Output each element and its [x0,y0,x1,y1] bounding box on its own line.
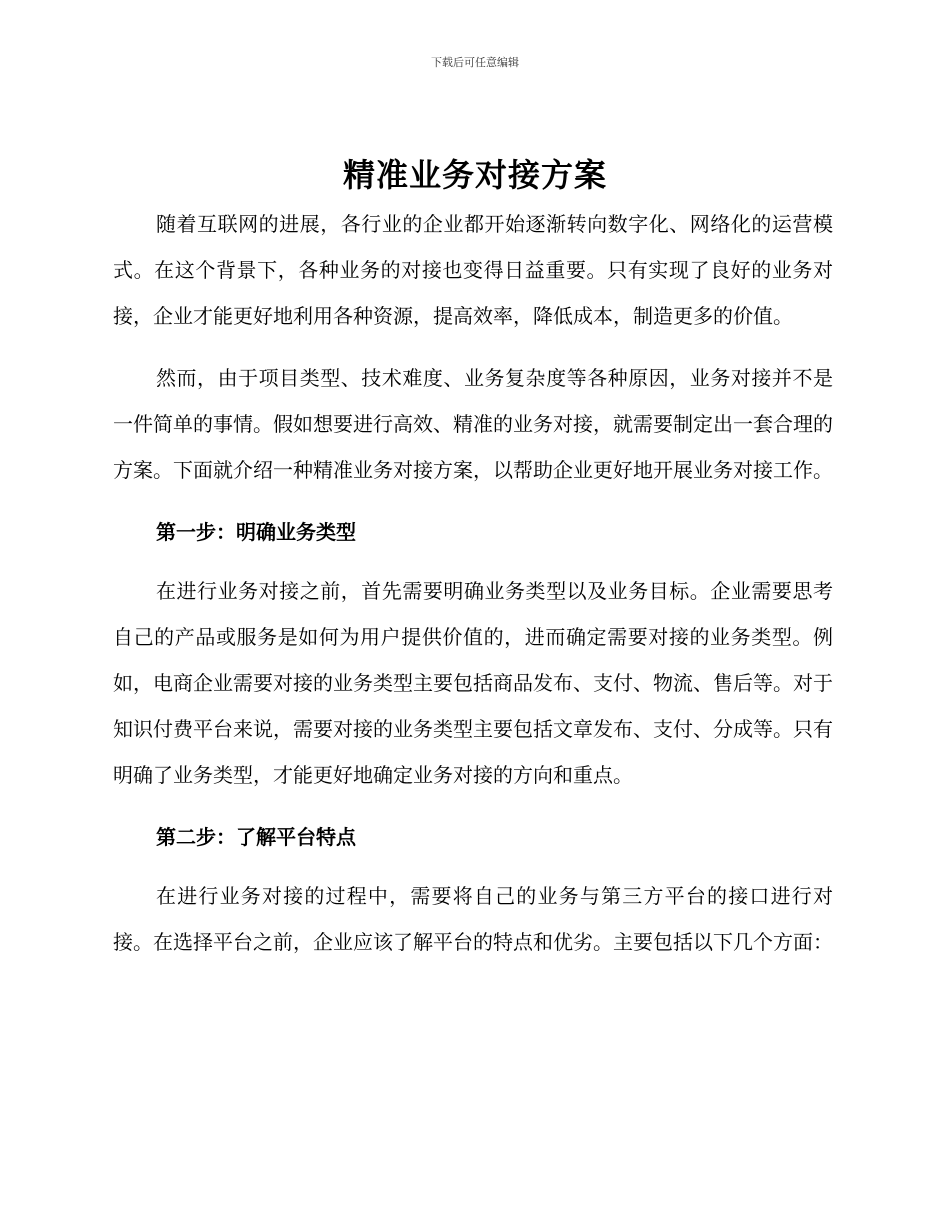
paragraph-step2: 在进行业务对接的过程中，需要将自己的业务与第三方平台的接口进行对接。在选择平台之前，企业应该了解平台的特点和优劣。主要包括以下几个方面： [113,884,833,954]
paragraph-step1: 在进行业务对接之前，首先需要明确业务类型以及业务目标。企业需要思考自己的产品或服务是如何为用户提供价值的，进而确定需要对接的业务类型。例如，电商企业需要对接的业务类型主要包括商品发布、支付、物流、售后等。对于知识付费平台来说，需要对接的业务类型主要包括文章发布、支付、分成等。只有明确了业务类型，才能更好地确定业务对接的方向和重点。 [113,579,833,787]
step1-heading: 第一步：明确业务类型 [156,520,356,544]
document-body [113,201,833,981]
paragraph-intro: 随着互联网的进展，各行业的企业都开始逐渐转向数字化、网络化的运营模式。在这个背景下，各种业务的对接也变得日益重要。只有实现了良好的业务对接，企业才能更好地利用各种资源，提高效率，降低成本，制造更多的价值。 [113,212,833,328]
document-title: 精准业务对接方案 [342,156,607,194]
header-note: 下载后可任意编辑 [431,56,519,69]
paragraph-challenge: 然而，由于项目类型、技术难度、业务复杂度等各种原因，业务对接并不是一件简单的事情。假如想要进行高效、精准的业务对接，就需要制定出一套合理的方案。下面就介绍一种精准业务对接方案，以帮助企业更好地开展业务对接工作。 [113,366,833,482]
step2-heading: 第二步：了解平台特点 [156,825,356,849]
